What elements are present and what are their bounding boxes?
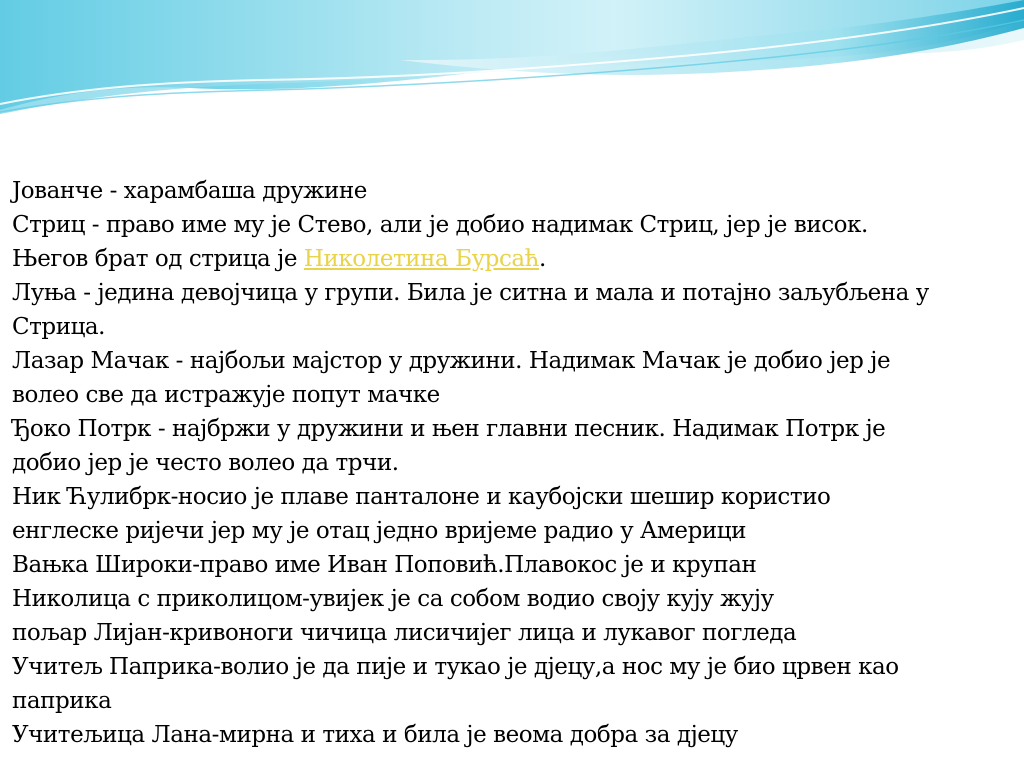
text-line: енглеске ријечи јер му је отац једно вријеме радио у Америци: [12, 518, 746, 544]
text-line: Ђоко Потрк - најбржи у дружини и њен главни песник. Надимак Потрк је: [12, 416, 886, 442]
text-line: Стрица.: [12, 314, 106, 340]
text-line: Учитељица Лана-мирна и тиха и била је веома добра за дјецу: [12, 722, 738, 748]
text-line: добио јер је често волео да трчи.: [12, 450, 399, 476]
text-line-with-link: [12, 242, 1012, 276]
text-line: Луња - једина девојчица у групи. Била је ситна и мала и потајно заљубљена у: [12, 280, 929, 306]
text-line: Стриц - право име му је Стево, али је добио надимак Стриц, јер је висок.: [12, 212, 868, 238]
text-line: Учитељ Паприка-волио је да пије и тукао је дјецу,а нос му је био црвен као: [12, 654, 899, 680]
text-line: Николица с приколицом-увијек је са собом водио своју кују жују: [12, 586, 774, 612]
character-list: [12, 174, 1012, 752]
text-line: Ник Ћулибрк-носио је плаве панталоне и каубојски шешир користио: [12, 484, 831, 510]
text-line: пољар Лијан-кривоноги чичица лисичијег лица и лукавог погледа: [12, 620, 797, 646]
text-line: Вањка Широки-право име Иван Поповић.Плавокос је и крупан: [12, 552, 757, 578]
link-line-suffix: .: [539, 246, 546, 272]
text-line: паприка: [12, 688, 112, 714]
text-line: Лазар Мачак - најбољи мајстор у дружини. Надимак Мачак је добио јер је: [12, 348, 891, 374]
wave-header-decoration: [0, 0, 1024, 130]
text-line: волео све да истражује попут мачке: [12, 382, 440, 408]
link-line-prefix: Његов брат од стрица је: [12, 246, 304, 272]
nikoletina-bursac-link[interactable]: Николетина Бурсаћ: [303, 246, 540, 272]
text-line: Јованче - харамбаша дружине: [12, 178, 367, 204]
